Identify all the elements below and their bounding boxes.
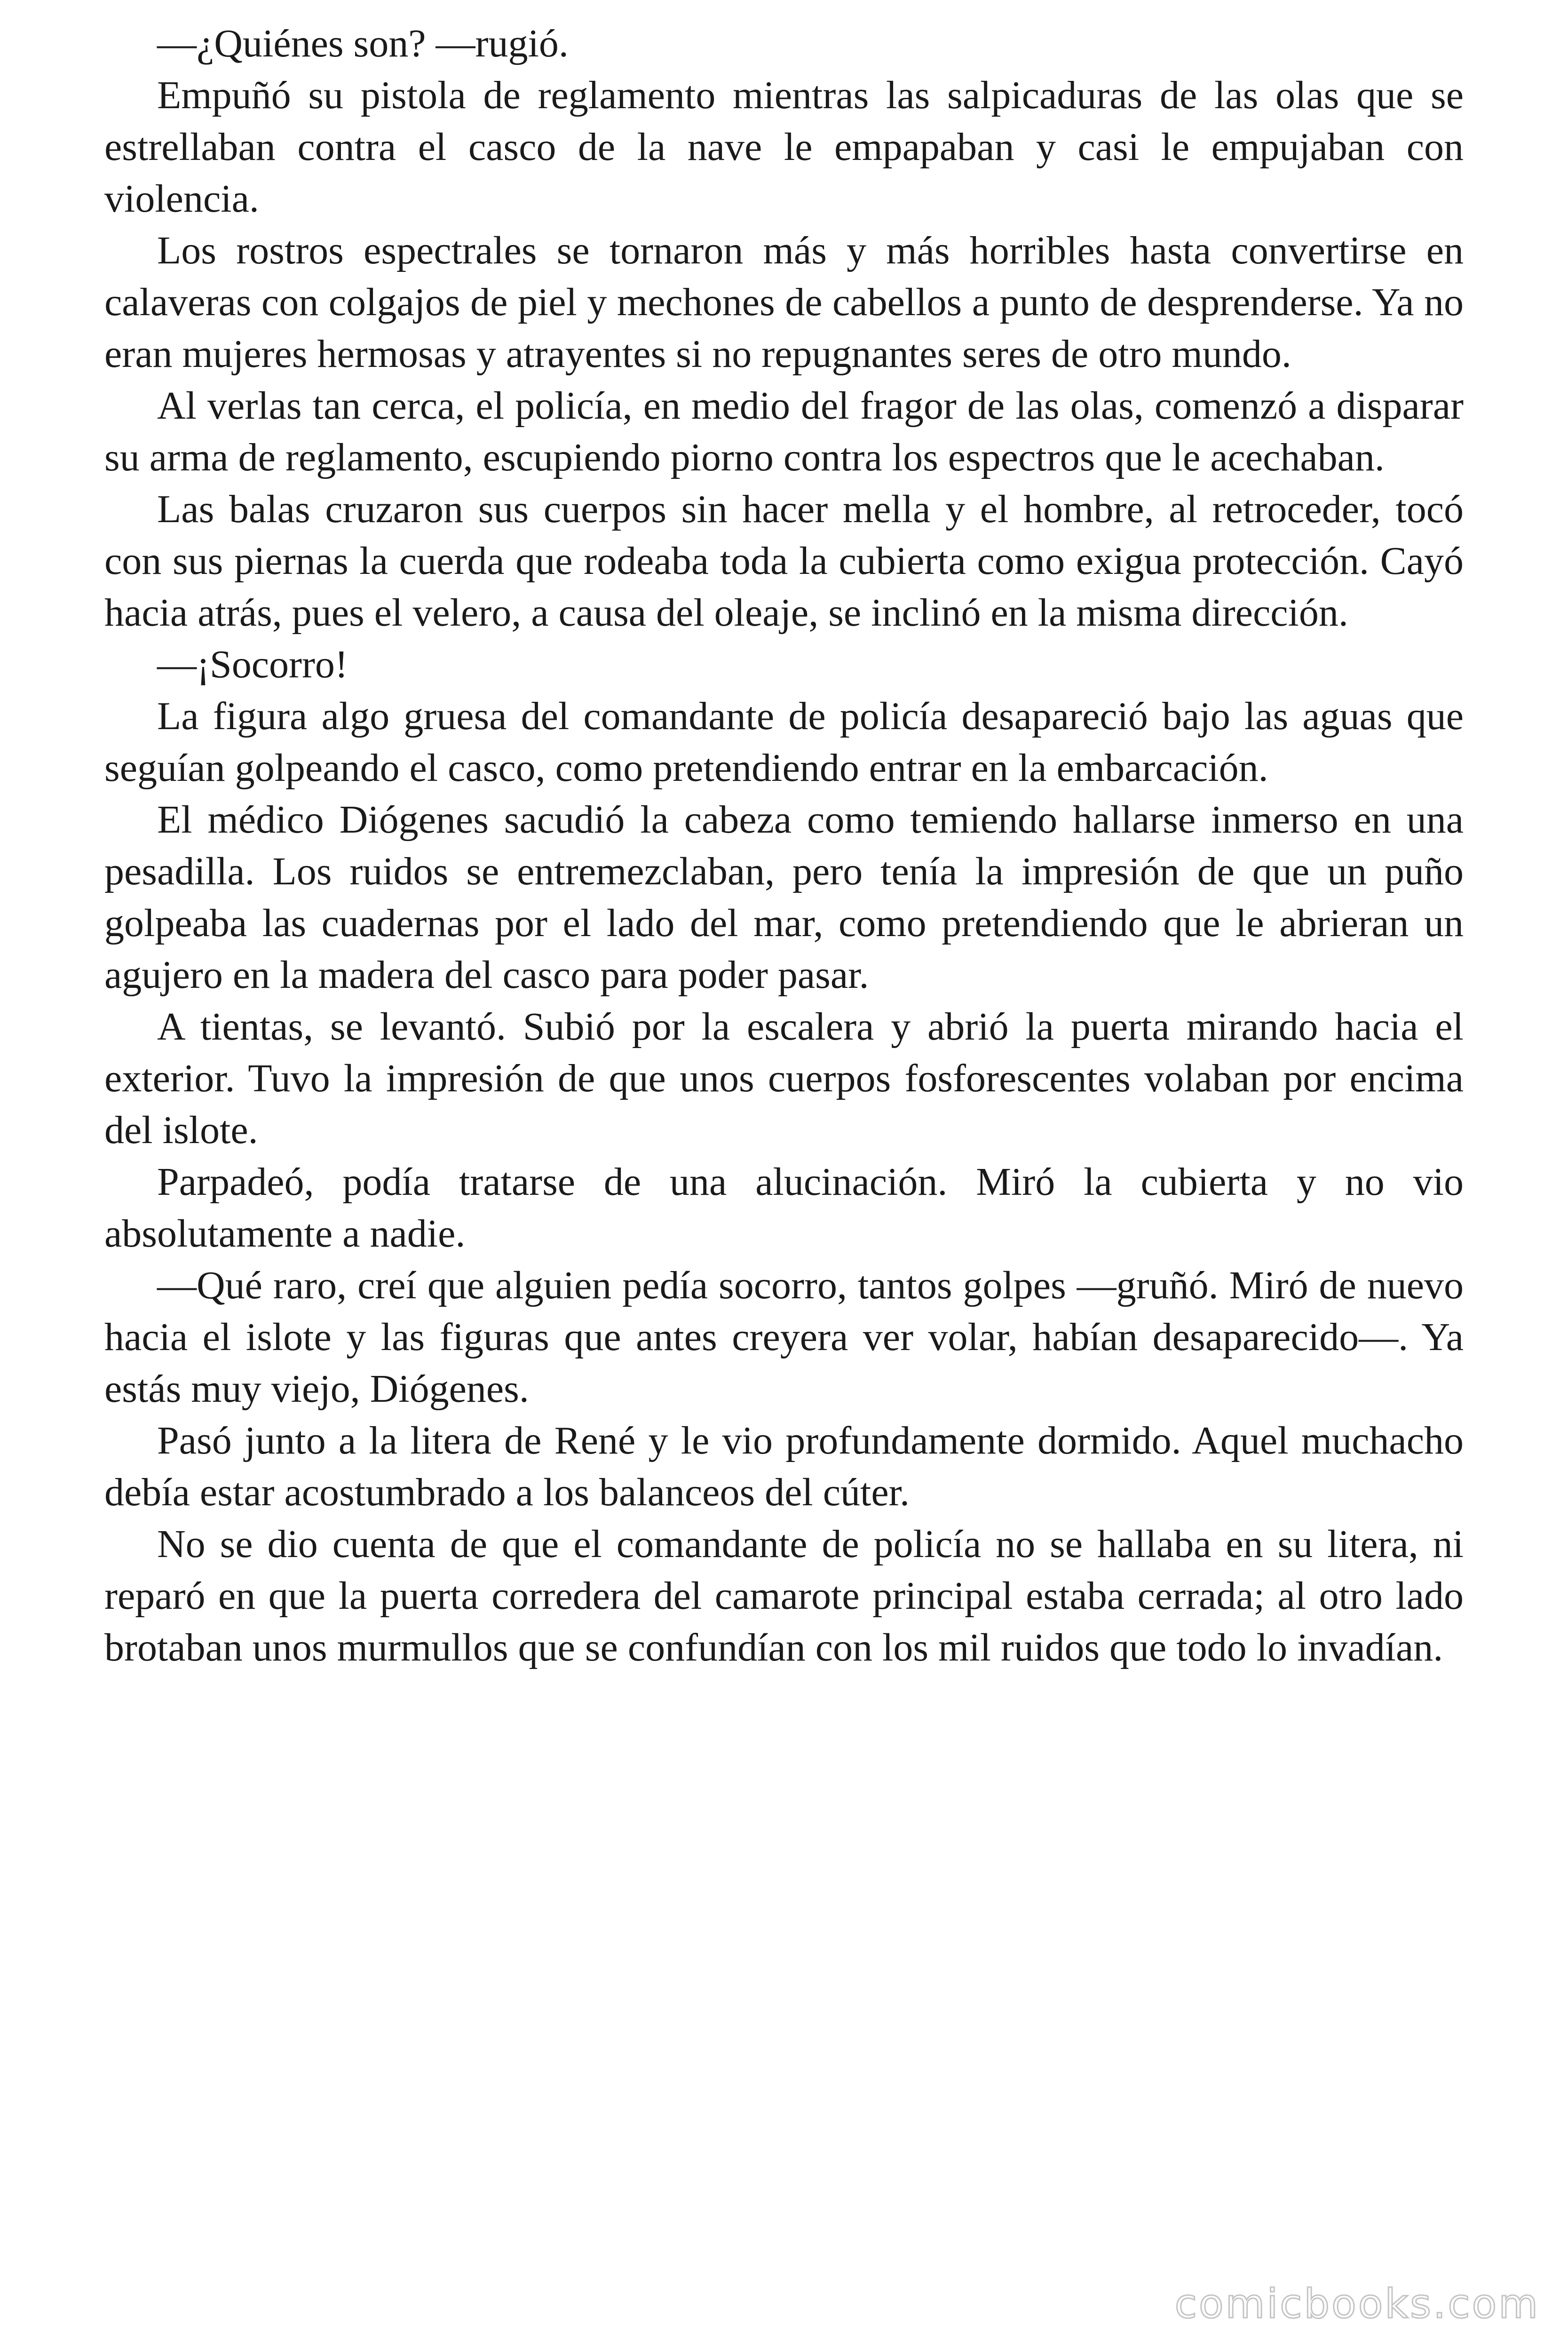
paragraph: El médico Diógenes sacudió la cabeza como temiendo hallarse inmerso en una pesadilla. Los ruidos se entremezclaban, pero tenía la impresión de que un puño golpeaba las cuadernas por el lado del mar, como pretendiendo que le abrieran un agujero en la madera del casco para poder pasar. (104, 798, 1464, 997)
paragraph: Los rostros espectrales se tornaron más y más horribles hasta convertirse en calaveras con colgajos de piel y mechones de cabellos a punto de desprenderse. Ya no eran mujeres hermosas y atrayentes si no repugnantes seres de otro mundo. (104, 229, 1464, 376)
paragraph: —¿Quiénes son? —rugió. (157, 22, 569, 65)
paragraph: —¡Socorro! (157, 643, 348, 686)
paragraph: Las balas cruzaron sus cuerpos sin hacer mella y el hombre, al retroceder, tocó con sus piernas la cuerda que rodeaba toda la cubierta como exigua protección. Cayó hacia atrás, pues el velero, a causa del oleaje, se inclinó en la misma dirección. (104, 487, 1464, 635)
paragraph: Pasó junto a la litera de René y le vio profundamente dormido. Aquel muchacho debía estar acostumbrado a los balanceos del cúter. (104, 1419, 1464, 1514)
paragraph: Al verlas tan cerca, el policía, en medio del fragor de las olas, comenzó a disparar su arma de reglamento, escupiendo piorno contra los espectros que le acechaban. (104, 384, 1464, 479)
body-text (104, 18, 1464, 1674)
paragraph: La figura algo gruesa del comandante de policía desapareció bajo las aguas que seguían golpeando el casco, como pretendiendo entrar en la embarcación. (104, 694, 1464, 790)
paragraph: No se dio cuenta de que el comandante de policía no se hallaba en su litera, ni reparó en que la puerta corredera del camarote principal estaba cerrada; al otro lado brotaban unos murmullos que se confundían con los mil ruidos que todo lo invadían. (104, 1522, 1464, 1669)
paragraph: A tientas, se levantó. Subió por la escalera y abrió la puerta mirando hacia el exterior. Tuvo la impresión de que unos cuerpos fosforescentes volaban por encima del islote. (104, 1005, 1464, 1152)
paragraph: Parpadeó, podía tratarse de una alucinación. Miró la cubierta y no vio absolutamente a nadie. (104, 1160, 1464, 1255)
paragraph: —Qué raro, creí que alguien pedía socorro, tantos golpes —gruñó. Miró de nuevo hacia el islote y las figuras que antes creyera ver volar, habían desaparecido—. Ya estás muy viejo, Diógenes. (104, 1263, 1464, 1411)
paragraph: Empuñó su pistola de reglamento mientras las salpicaduras de las olas que se estrellaban contra el casco de la nave le empapaban y casi le empujaban con violencia. (104, 73, 1464, 221)
watermark: comicbooks.com (1174, 2280, 1540, 2328)
